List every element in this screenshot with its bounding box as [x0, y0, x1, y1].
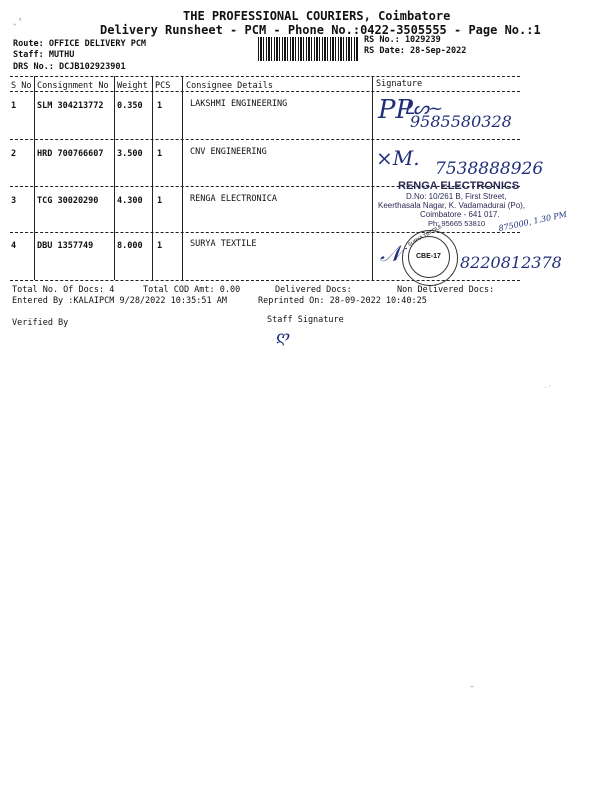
table-row-sno: 2: [11, 149, 17, 159]
row-rule: [10, 139, 520, 140]
total-cod: Total COD Amt: 0.00: [143, 285, 241, 295]
rs-number: RS No.: 1029239: [364, 35, 441, 45]
scan-mark: ~: [470, 683, 475, 691]
table-row-sno: 4: [11, 241, 17, 251]
table-row-pcs: 1: [157, 196, 163, 206]
table-row-sno: 1: [11, 101, 17, 111]
table-row-weight: 8.000: [117, 241, 143, 251]
non-delivered-docs: Non Delivered Docs:: [397, 285, 495, 295]
signature-scribble: ᒪᔕ~: [404, 98, 443, 119]
stamp-line: D.No: 10/261 B, First Street,: [406, 192, 507, 201]
signature-note: 875000, 1.30 PM: [497, 209, 568, 234]
staff-label: Staff: MUTHU: [13, 50, 75, 60]
table-row-consignment: SLM 304213772: [37, 101, 104, 111]
stamp-line: Keerthasala Nagar, K. Vadamadurai (Po),: [378, 201, 526, 210]
total-docs: Total No. Of Docs: 4: [12, 285, 115, 295]
barcode: [258, 37, 358, 61]
route-label: Route: OFFICE DELIVERY PCM: [13, 39, 147, 49]
delivered-docs: Delivered Docs:: [275, 285, 352, 295]
table-row-consignee: LAKSHMI ENGINEERING: [190, 99, 288, 109]
col-header-signature: Signature: [376, 79, 423, 89]
entered-by: Entered By :KALAIPCM 9/28/2022 10:35:51 AM: [12, 296, 227, 306]
table-top-rule: [10, 76, 520, 77]
column-divider: [182, 76, 183, 280]
signature-scribble: 𝒩: [380, 242, 402, 267]
scan-mark: ˎ˒: [12, 16, 23, 26]
stamp-line: Ph: 95665 53810: [428, 219, 486, 228]
scan-mark: .·: [544, 383, 552, 390]
runsheet-subtitle: Delivery Runsheet - PCM - Phone No.:0422-3505555 - Page No.:1: [100, 23, 541, 37]
stamp-line: RENGA ELECTRONICS: [398, 180, 520, 192]
column-divider: [372, 76, 373, 280]
table-row-weight: 0.350: [117, 101, 143, 111]
signature-note: 7538888926: [435, 159, 544, 179]
column-divider: [152, 76, 153, 280]
table-row-pcs: 1: [157, 241, 163, 251]
col-header-consignment: Consignment No: [37, 81, 109, 91]
round-seal-icon: [402, 223, 458, 286]
table-row-consignment: DBU 1357749: [37, 241, 94, 251]
table-row-consignee: CNV ENGINEERING: [190, 147, 267, 157]
seal-center-text: CBE-17: [416, 253, 441, 260]
table-row-consignment: HRD 700766607: [37, 149, 104, 159]
table-row-weight: 4.300: [117, 196, 143, 206]
table-row-sno: 3: [11, 196, 17, 206]
table-row-consignment: TCG 30020290: [37, 196, 99, 206]
col-header-pcs: PCS: [155, 81, 171, 91]
col-header-consignee: Consignee Details: [186, 81, 273, 91]
col-header-sno: S No: [11, 81, 32, 91]
table-row-consignee: RENGA ELECTRONICA: [190, 194, 277, 204]
column-divider: [114, 76, 115, 280]
column-divider: [34, 76, 35, 280]
table-header-rule: [10, 91, 520, 92]
table-row-consignee: SURYA TEXTILE: [190, 239, 257, 249]
verified-by: Verified By: [12, 318, 69, 328]
company-title: THE PROFESSIONAL COURIERS, Coimbatore: [183, 9, 451, 23]
table-row-weight: 3.500: [117, 149, 143, 159]
seal-outer-text: SURYA TEXTILE: [407, 223, 444, 249]
signature-scribble: ×M.: [376, 146, 420, 170]
staff-signature-label: Staff Signature: [267, 315, 344, 325]
signature-note: 9585580328: [410, 112, 512, 131]
col-header-weight: Weight: [117, 81, 148, 91]
company-stamp: [378, 180, 526, 228]
stamp-line: Coimbatore - 641 017.: [420, 210, 500, 219]
signature-scribble: PP: [378, 95, 413, 125]
table-row-pcs: 1: [157, 101, 163, 111]
table-row-pcs: 1: [157, 149, 163, 159]
drs-number: DRS No.: DCJB102923901: [13, 62, 126, 72]
staff-signature-scribble: ღ: [276, 327, 290, 346]
reprinted-on: Reprinted On: 28-09-2022 10:40:25: [258, 296, 427, 306]
rs-date: RS Date: 28-Sep-2022: [364, 46, 467, 56]
signature-note: 8220812378: [460, 253, 562, 272]
